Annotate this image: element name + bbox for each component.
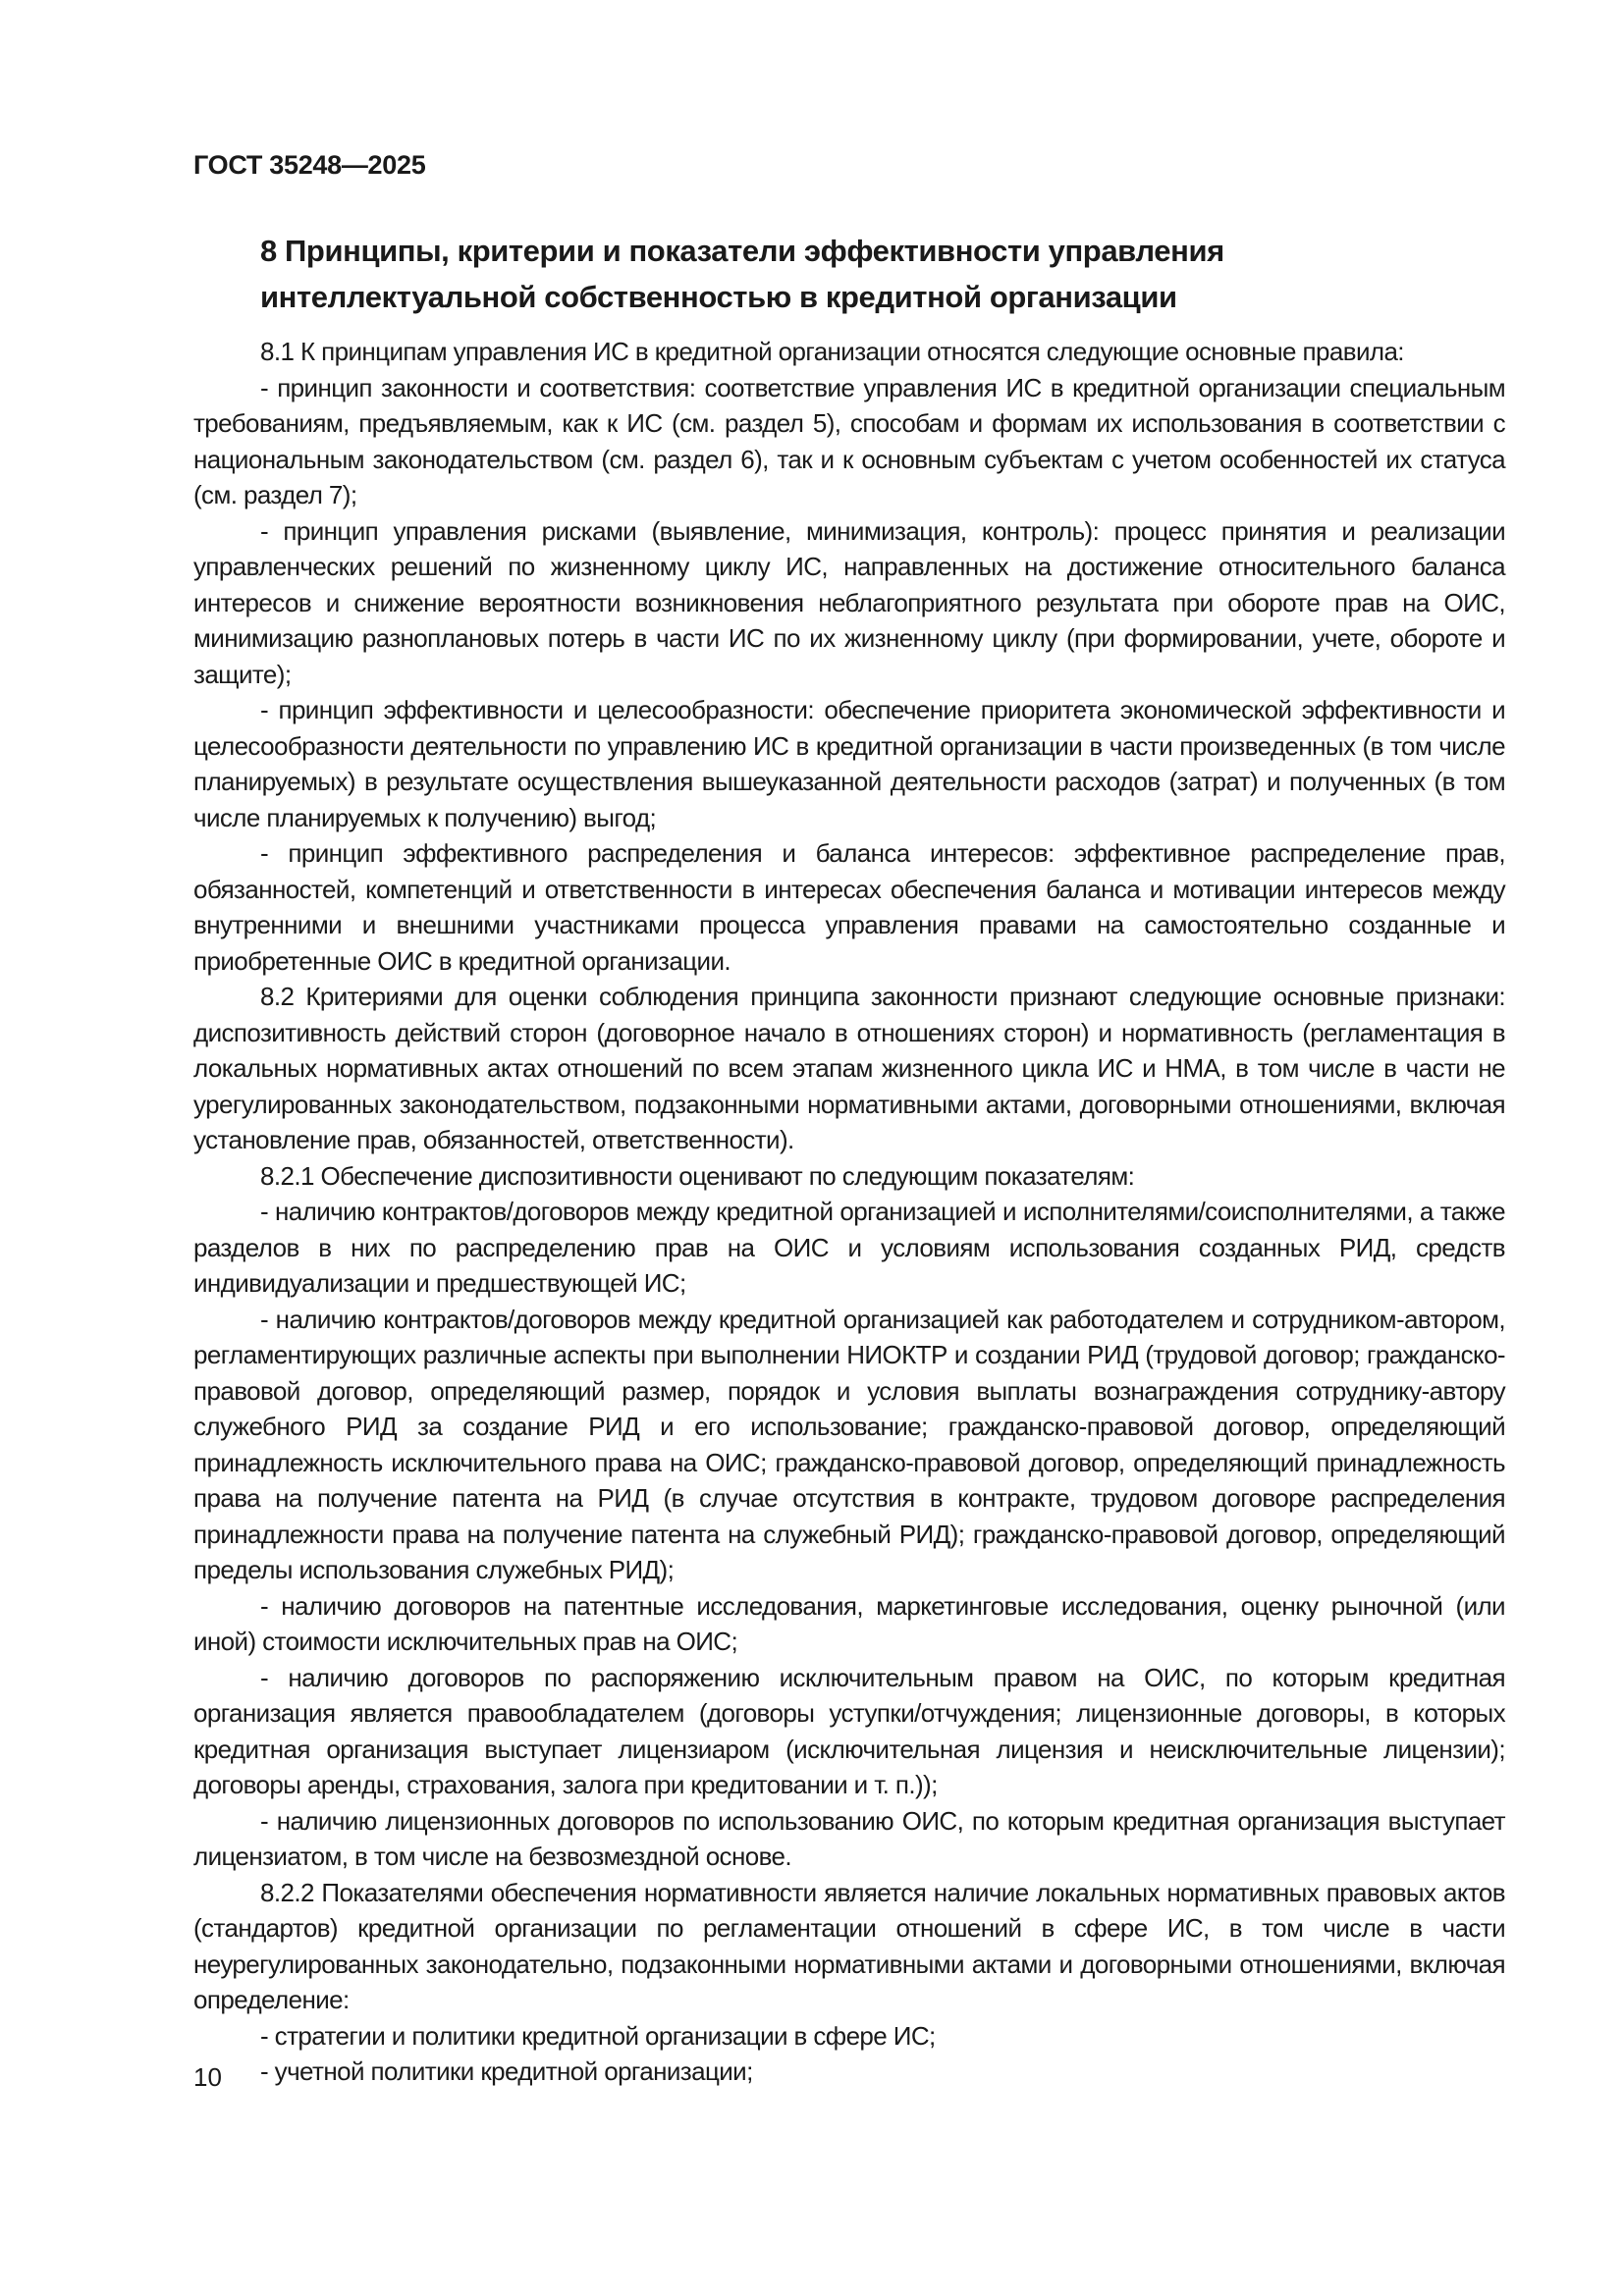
paragraph: 8.2.2 Показателями обеспечения нормативности является наличие локальных нормативных правовых актов (стандартов) кредитной организации по регламентации отношений в сфере ИС, в том числе в части неурегулированных законодательно, подзаконными нормативными актами и договорными отношениями, включая определение: (193, 1877, 1505, 2014)
paragraph: - принцип эффективного распределения и баланса интересов: эффективное распределение прав, обязанностей, компетенций и ответственности в интересах обеспечения баланса и мотивации интересов между внутренними и внешними участниками процесса управления правами на самостоятельно созданные и приобретенные ОИС в кредитной организации. (193, 838, 1505, 976)
paragraph: - наличию контрактов/договоров между кредитной организацией как работодателем и сотрудником-автором, регламентирующих различные аспекты при выполнении НИОКТР и создании РИД (трудовой договор; гражданско-правовой договор, определяющий размер, порядок и условия выплаты вознаграждения сотруднику-автору служебного РИД за создание РИД и его использование; гражданско-правовой договор, определяющий принадлежность исключительного права на ОИС; гражданско-правовой договор, определяющий принадлежность права на получение патента на РИД (в случае отсутствия в контракте, трудовом договоре распределения принадлежности права на получение патента на служебный РИД); гражданско-правовой договор, определяющий пределы использования служебных РИД); (193, 1304, 1505, 1584)
document-body (193, 334, 1505, 2090)
section-heading-line-2: интеллектуальной собственностью в кредитной организации (260, 280, 1177, 314)
paragraph: - принцип законности и соответствия: соответствие управления ИС в кредитной организации специальным требованиям, предъявляемым, как к ИС (см. раздел 5), способам и формам их использования в соответствии с национальным законодательством (см. раздел 6), так и к основным субъектам с учетом особенностей их статуса (см. раздел 7); (193, 372, 1505, 509)
paragraph: - наличию договоров по распоряжению исключительным правом на ОИС, по которым кредитная организация является правообладателем (договоры уступки/отчуждения; лицензионные договоры, в которых кредитная организация выступает лицензиаром (исключительная лицензия и неисключительные лицензии); договоры аренды, страхования, залога при кредитовании и т. п.)); (193, 1662, 1505, 1799)
paragraph: 8.2.1 Обеспечение диспозитивности оценивают по следующим показателям: (260, 1160, 1135, 1191)
paragraph: - принцип эффективности и целесообразности: обеспечение приоритета экономической эффективности и целесообразности деятельности по управлению ИС в кредитной организации в части произведенных (в том числе планируемых) в результате осуществления вышеуказанной деятельности расходов (затрат) и полученных (в том числе планируемых к получению) выгод; (193, 695, 1505, 832)
page-number: 10 (193, 2062, 222, 2092)
paragraph: 8.1 К принципам управления ИС в кредитной организации относятся следующие основные правила: (260, 337, 1404, 366)
section-heading (260, 228, 1517, 320)
paragraph: - стратегии и политики кредитной организации в сфере ИС; (260, 2020, 936, 2051)
paragraph: - учетной политики кредитной организации; (260, 2056, 753, 2086)
paragraph: - принцип управления рисками (выявление, минимизация, контроль): процесс принятия и реализации управленческих решений по жизненному циклу ИС, направленных на достижение относительного баланса интересов и снижение вероятности возникновения неблагоприятного результата при обороте прав на ОИС, минимизацию разноплановых потерь в части ИС по их жизненному циклу (при формировании, учете, обороте и защите); (193, 515, 1505, 689)
paragraph: - наличию договоров на патентные исследования, маркетинговые исследования, оценку рыночной (или иной) стоимости исключительных прав на ОИС; (193, 1590, 1505, 1656)
paragraph: 8.2 Критериями для оценки соблюдения принципа законности признают следующие основные признаки: диспозитивность действий сторон (договорное начало в отношениях сторон) и нормативность (регламентация в локальных нормативных актах отношений по всем этапам жизненного цикла ИС и НМА, в том числе в части не урегулированных законодательством, подзаконными нормативными актами, договорными отношениями, включая установление прав, обязанностей, ответственности). (193, 982, 1505, 1154)
paragraph: - наличию лицензионных договоров по использованию ОИС, по которым кредитная организация выступает лицензиатом, в том числе на безвозмездной основе. (193, 1805, 1505, 1871)
document-header: ГОСТ 35248—2025 (193, 150, 426, 180)
paragraph: - наличию контрактов/договоров между кредитной организацией и исполнителями/соисполнителями, а также разделов в них по распределению прав на ОИС и условиям использования созданных РИД, средств индивидуализации и предшествующей ИС; (193, 1197, 1505, 1298)
section-heading-line-1: 8 Принципы, критерии и показатели эффективности управления (260, 234, 1224, 268)
